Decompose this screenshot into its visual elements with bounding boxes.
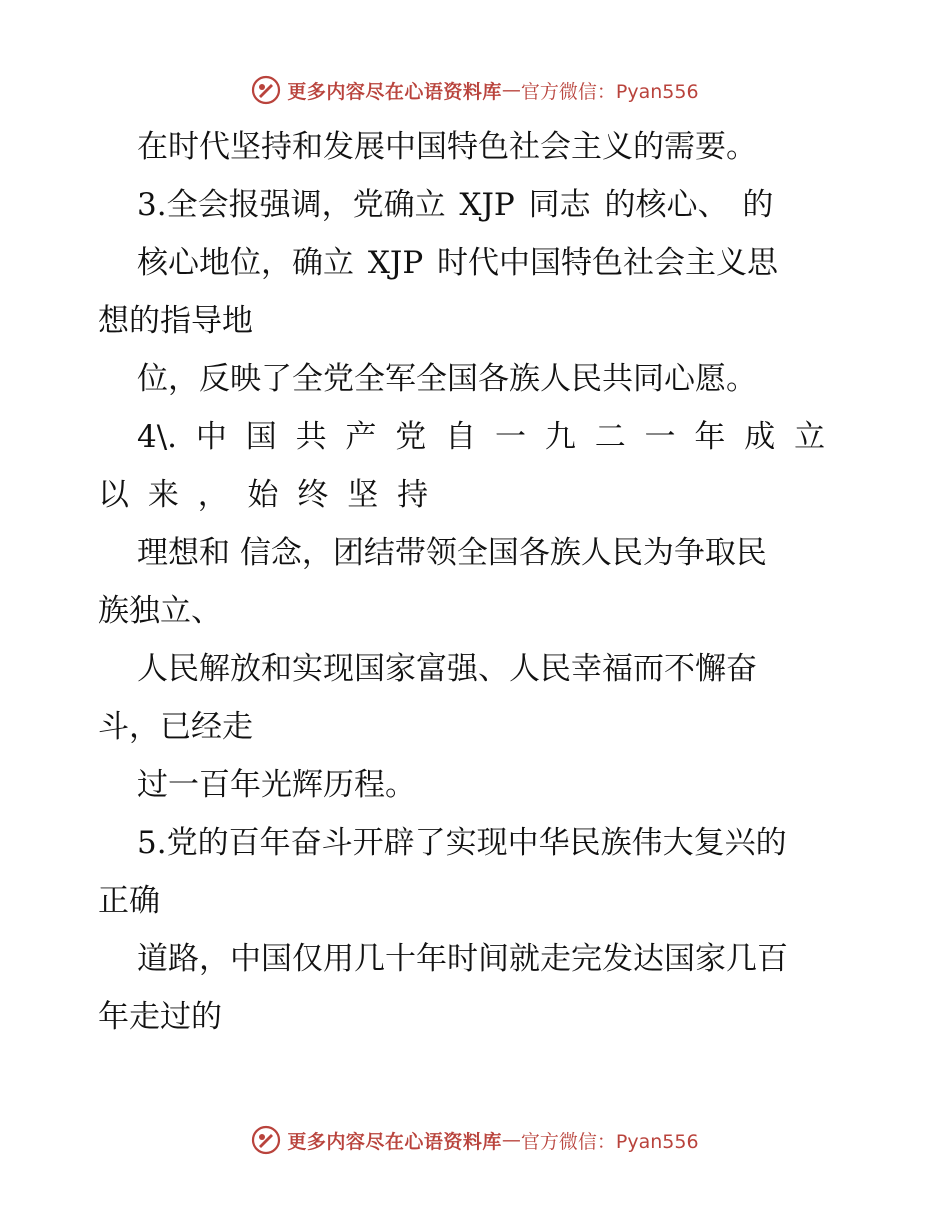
text-line: 道路，中国仅用几十年时间就走完发达国家几百 [137,941,788,977]
text-line: 想的指导地 [98,303,253,339]
text-line: 3.全会报强调，党确立 XJP 同志 的核心、 的 [137,187,774,223]
header-banner [0,70,950,110]
text-line: 以 来 ， 始 终 坚 持 [98,477,429,513]
banner-separator: — [501,1129,521,1151]
text-line: 5.党的百年奋斗开辟了实现中华民族伟大复兴的 [137,825,787,861]
banner-separator: — [501,79,521,101]
text-line: 斗，已经走 [98,709,253,745]
text-line: 4\. 中 国 共 产 党 自 一 九 二 一 年 成 立 [137,419,826,455]
banner-wechat: 官方微信：Pyan556 [520,80,699,103]
banner-text: 更多内容尽在心语资料库 [287,1130,502,1153]
text-line: 人民解放和实现国家富强、人民幸福而不懈奋 [137,651,757,687]
text-line: 正确 [98,883,160,919]
text-line: 位，反映了全党全军全国各族人民共同心愿。 [137,361,757,397]
text-line: 在时代坚持和发展中国特色社会主义的需要。 [137,129,757,165]
text-line: 年走过的 [98,999,222,1035]
banner-wechat: 官方微信：Pyan556 [520,1130,699,1153]
text-line: 核心地位，确立 XJP 时代中国特色社会主义思 [137,245,779,281]
text-line: 族独立、 [98,593,222,629]
text-line: 理想和 信念，团结带领全国各族人民为争取民 [137,535,767,571]
logo-icon [251,75,281,105]
text-line: 过一百年光辉历程。 [137,767,416,803]
banner-text: 更多内容尽在心语资料库 [287,80,502,103]
footer-banner [0,1120,950,1160]
logo-icon [251,1125,281,1155]
